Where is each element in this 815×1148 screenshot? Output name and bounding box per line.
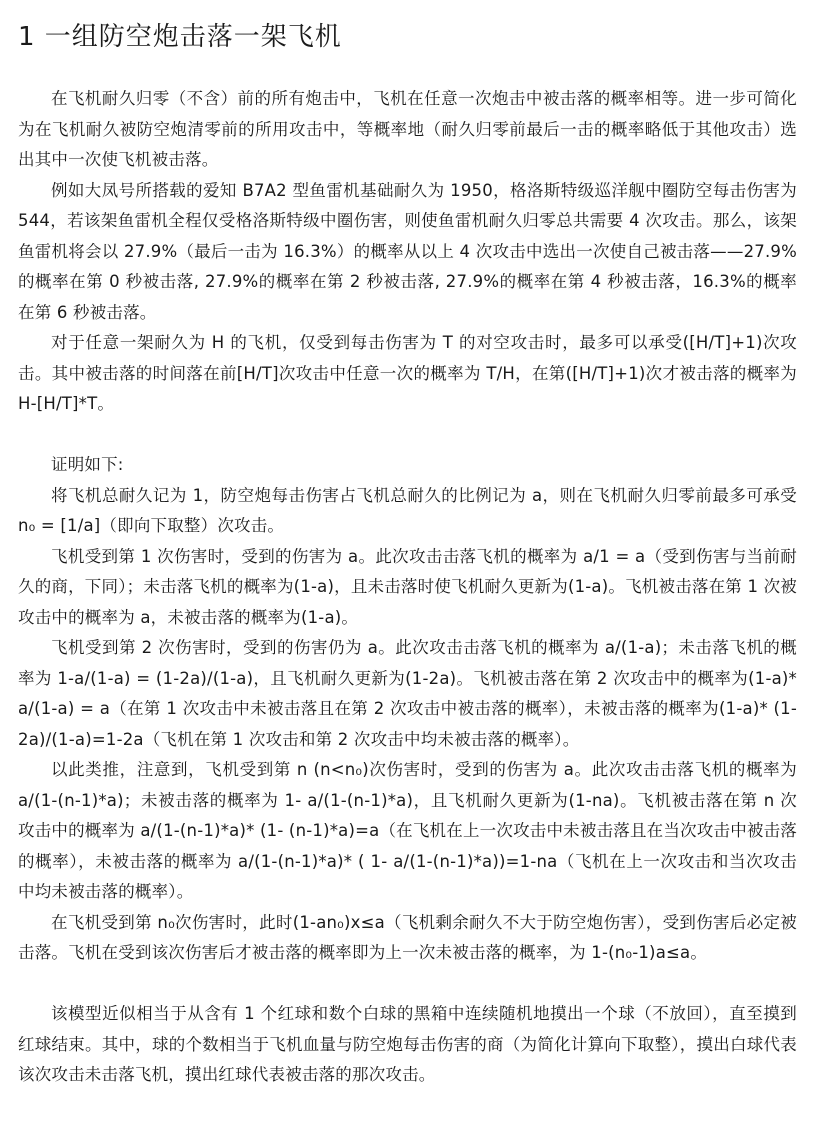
paragraph-example: 例如大凤号所搭载的爱知 B7A2 型鱼雷机基础耐久为 1950，格洛斯特级巡洋舰中圈防空每击伤害为 544，若该架鱼雷机全程仅受格洛斯特级中圈伤害，则使鱼雷机耐久归零总共需要 4 次攻击。那么，该架鱼雷机将会以 27.9%（最后一击为 16.3%）的概率从以上 4 次攻击中选出一次使自己被击落——27.9%的概率在第 0 秒被击落, 27.9%的概率在第 2 秒被击落, 27.9%的概率在第 4 秒被击落，16.3%的概率在第 6 秒被击落。: [18, 180, 797, 322]
paragraph-equal-probability: 在飞机耐久归零（不含）前的所有炮击中，飞机在任意一次炮击中被击落的概率相等。进一步可简化为在飞机耐久被防空炮清零前的所用攻击中，等概率地（耐久归零前最后一击的概率略低于其他攻击）选出其中一次使飞机被击落。: [18, 89, 797, 169]
paragraph-final-hit: 在飞机受到第 n₀次伤害时，此时(1-an₀)x≤a（飞机剩余耐久不大于防空炮伤害），受到伤害后必定被击落。飞机在受到该次伤害后才被击落的概率即为上一次未被击落的概率，为 1-(n₀-1)a≤a。: [18, 912, 797, 962]
paragraph-nth-hit: 以此类推，注意到，飞机受到第 n (n<n₀)次伤害时，受到的伤害为 a。此次攻击击落飞机的概率为 a/(1-(n-1)*a)；未被击落的概率为 1- a/(1-(n-1)*a)，且飞机耐久更新为(1-na)。飞机被击落在第 n 次攻击中的概率为 a/(1-(n-1)*a)* (1- (n-1)*a)=a（在飞机在上一次攻击中未被击落且在当次攻击中被击落的概率），未被击落的概率为 a/(1-(n-1)*a)* ( 1- a/(1-(n-1)*a))=1-na（飞机在上一次攻击和当次攻击中均未被击落的概率）。: [18, 760, 797, 901]
blank-line: [18, 420, 797, 451]
section-title: 1 一组防空炮击落一架飞机: [18, 22, 342, 52]
paragraph-proof-heading: 证明如下:: [51, 455, 124, 474]
paragraph-ball-model: 该模型近似相当于从含有 1 个红球和数个白球的黑箱中连续随机地摸出一个球（不放回），直至摸到红球结束。其中，球的个数相当于飞机血量与防空炮每击伤害的商（为简化计算向下取整），摸出白球代表该次攻击未击落飞机，摸出红球代表被击落的那次攻击。: [18, 1004, 797, 1084]
paragraph-second-hit: 飞机受到第 2 次伤害时，受到的伤害仍为 a。此次攻击击落飞机的概率为 a/(1-a)；未击落飞机的概率为 1-a/(1-a) = (1-2a)/(1-a)，且飞机耐久更新为(1-2a)。飞机被击落在第 2 次攻击中的概率为(1-a)* a/(1-a) = a（在第 1 次攻击中未被击落且在第 2 次攻击中被击落的概率），未被击落的概率为(1-a)* (1-2a)/(1-a)=1-2a（飞机在第 1 次攻击和第 2 次攻击中均未被击落的概率）。: [18, 638, 797, 749]
paragraph-first-hit: 飞机受到第 1 次伤害时，受到的伤害为 a。此次攻击击落飞机的概率为 a/1 = a（受到伤害与当前耐久的商，下同）；未击落飞机的概率为(1-a)，且未击落时使飞机耐久更新为(1-a)。飞机被击落在第 1 次被攻击中的概率为 a，未被击落的概率为(1-a)。: [18, 546, 797, 627]
paragraph-proof-setup: 将飞机总耐久记为 1，防空炮每击伤害占飞机总耐久的比例记为 a，则在飞机耐久归零前最多可承受 n₀ = [1/a]（即向下取整）次攻击。: [18, 485, 797, 535]
paragraph-general-claim: 对于任意一架耐久为 H 的飞机，仅受到每击伤害为 T 的对空攻击时，最多可以承受([H/T]+1)次攻击。其中被击落的时间落在前[H/T]次攻击中任意一次的概率为 T/H，在第([H/T]+1)次才被击落的概率为 H-[H/T]*T。: [18, 333, 797, 413]
blank-line: [18, 969, 797, 1000]
